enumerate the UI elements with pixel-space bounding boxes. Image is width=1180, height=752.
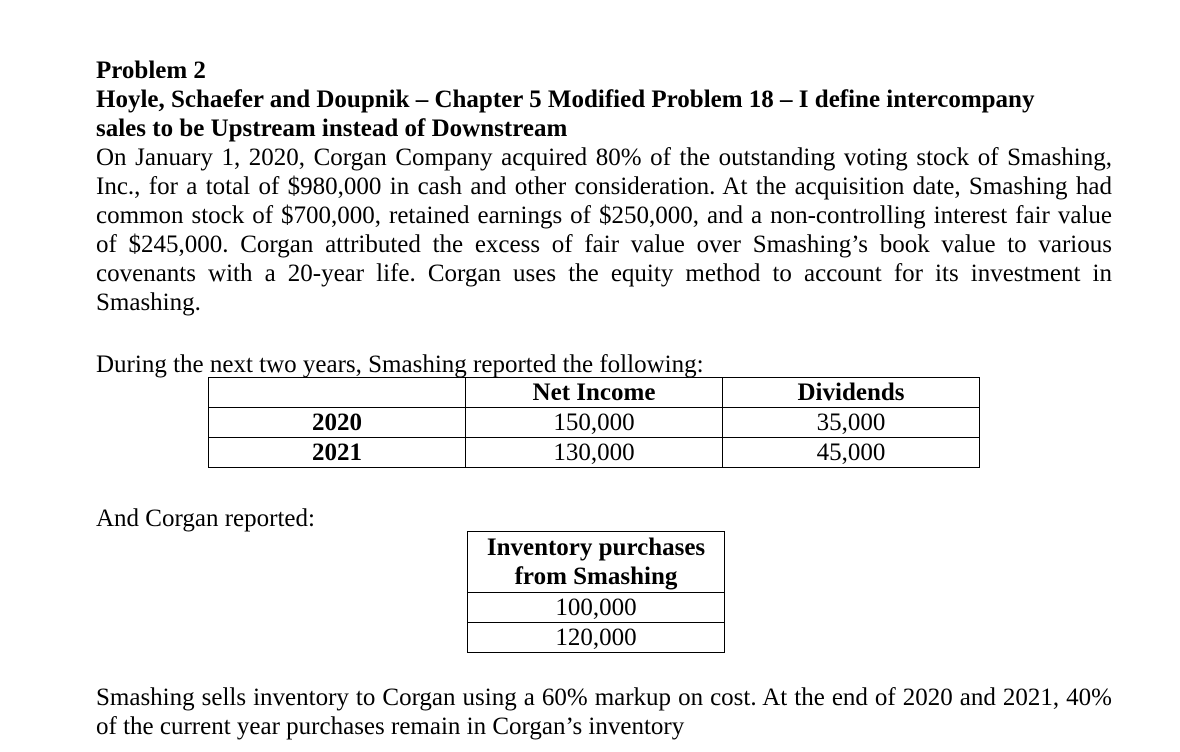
- problem-subtitle-line2: sales to be Upstream instead of Downstream: [96, 115, 568, 142]
- table-header-cell-empty: [209, 378, 466, 408]
- table-cell-year: 2020: [209, 408, 466, 438]
- table-row: [468, 593, 725, 623]
- table-row: [209, 438, 980, 468]
- corgan-purchases-table: [467, 531, 725, 653]
- table-cell-net-income: 130,000: [466, 438, 723, 468]
- table-cell-net-income: 150,000: [466, 408, 723, 438]
- table-header-row: [468, 532, 725, 593]
- table-header-row: [209, 378, 980, 408]
- corgan-intro-text: And Corgan reported:: [96, 505, 315, 532]
- table-header-line2: from Smashing: [514, 563, 678, 590]
- table-cell-purchase: 100,000: [468, 593, 725, 623]
- table-cell-dividends: 35,000: [723, 408, 980, 438]
- problem-subtitle-line1: Hoyle, Schaefer and Doupnik – Chapter 5 Modified Problem 18 – I define intercompany: [96, 86, 1035, 113]
- problem-label: Problem 2: [96, 57, 206, 84]
- smashing-results-table: [208, 377, 980, 468]
- table-row: [468, 623, 725, 653]
- problem-paragraph: On January 1, 2020, Corgan Company acquired 80% of the outstanding voting stock of Smashing, Inc., for a total of $980,000 in cash and other consideration. At the acquisition date, Smashing had common stock of $700,000, retained earnings of $250,000, and a non-controlling interest fair value of $245,000. Corgan attributed the excess of fair value over Smashing’s book value to various covenants with a 20-year life. Corgan uses the equity method to account for its investment in Smashing.: [96, 144, 1112, 316]
- table-cell-year: 2021: [209, 438, 466, 468]
- document-page: [96, 56, 1112, 317]
- table-header-dividends: Dividends: [723, 378, 980, 408]
- table-cell-dividends: 45,000: [723, 438, 980, 468]
- table-header-net-income: Net Income: [466, 378, 723, 408]
- closing-paragraph: Smashing sells inventory to Corgan using a 60% markup on cost. At the end of 2020 and 2021, 40% of the current year purchases remain in Corgan’s inventory: [96, 684, 1112, 740]
- table-header-inventory-purchases: [468, 532, 725, 593]
- table-header-line1: Inventory purchases: [486, 534, 706, 561]
- table-row: [209, 408, 980, 438]
- smashing-intro-text: During the next two years, Smashing reported the following:: [96, 351, 704, 378]
- table-cell-purchase: 120,000: [468, 623, 725, 653]
